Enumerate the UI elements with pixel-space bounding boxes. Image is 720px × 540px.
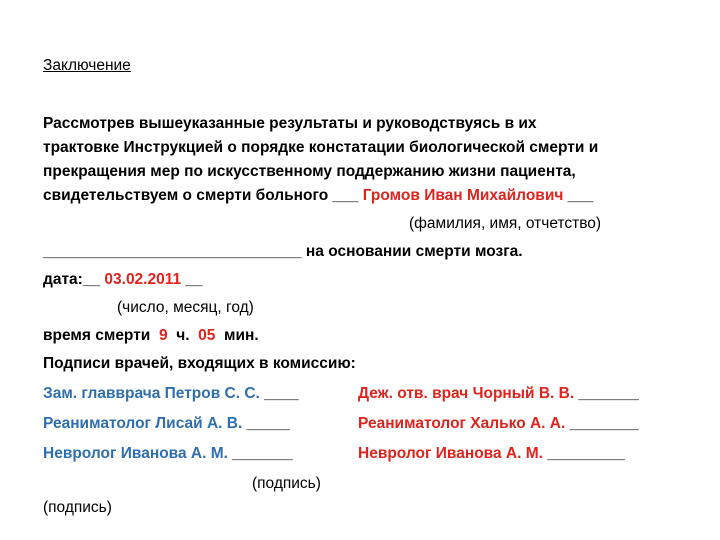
signature-blank: _____ xyxy=(246,415,290,432)
signature-blank: _______ xyxy=(578,385,639,402)
signer-name: Зам. главврача Петров С. С. xyxy=(43,385,260,402)
signature-blank: ____ xyxy=(264,385,299,402)
date-label: дата:__ xyxy=(43,271,101,288)
signature-right-1 xyxy=(358,384,639,404)
paragraph-line-1: Рассмотрев вышеуказанные результаты и руководствуясь в их xyxy=(43,115,537,132)
signatures-heading: Подписи врачей, входящих в комиссию: xyxy=(43,355,356,372)
signature-left-1 xyxy=(43,384,299,404)
date-value: 03.02.2011 xyxy=(104,271,182,288)
time-label: время смерти xyxy=(43,327,151,344)
paragraph-line-4-suffix: ___ xyxy=(567,187,594,204)
paragraph-line-3: прекращения мер по искусственному поддержанию жизни пациента, xyxy=(43,163,576,180)
date-suffix: __ xyxy=(185,271,203,288)
signature-right-3 xyxy=(358,444,625,464)
time-hours-unit: ч. xyxy=(176,327,190,344)
time-minutes: 05 xyxy=(198,327,216,344)
patient-name: Громов Иван Михайлович xyxy=(362,187,564,204)
signature-caption-center: (подпись) xyxy=(252,475,321,492)
signer-name: Невролог Иванова А. М. xyxy=(43,445,228,462)
signer-name: Невролог Иванова А. М. xyxy=(358,445,543,462)
paragraph-line-2: трактовке Инструкцией о порядке констатации биологической смерти и xyxy=(43,139,599,156)
date-line xyxy=(43,270,203,290)
signature-blank: _______ xyxy=(232,445,293,462)
signer-name: Реаниматолог Халько А. А. xyxy=(358,415,566,432)
signature-caption-left: (подпись) xyxy=(43,499,112,516)
date-caption: (число, месяц, год) xyxy=(117,299,254,316)
time-minutes-unit: мин. xyxy=(224,327,259,344)
time-line xyxy=(43,326,259,346)
signer-name: Реаниматолог Лисай А. В. xyxy=(43,415,243,432)
signature-left-3 xyxy=(43,444,293,464)
name-caption: (фамилия, имя, отчетство) xyxy=(409,215,602,232)
document-title: Заключение xyxy=(43,57,131,74)
signature-blank: ________ xyxy=(569,415,639,432)
paragraph-line-4 xyxy=(43,186,594,206)
signature-right-2 xyxy=(358,414,639,434)
signature-left-2 xyxy=(43,414,290,434)
signer-name: Деж. отв. врач Чорный В. В. xyxy=(358,385,575,402)
signature-blank: _________ xyxy=(547,445,625,462)
time-hours: 9 xyxy=(158,327,168,344)
basis-line: ______________________________ на основании смерти мозга. xyxy=(43,243,523,260)
paragraph-line-4-prefix: свидетельствуем о смерти больного ___ xyxy=(43,187,359,204)
